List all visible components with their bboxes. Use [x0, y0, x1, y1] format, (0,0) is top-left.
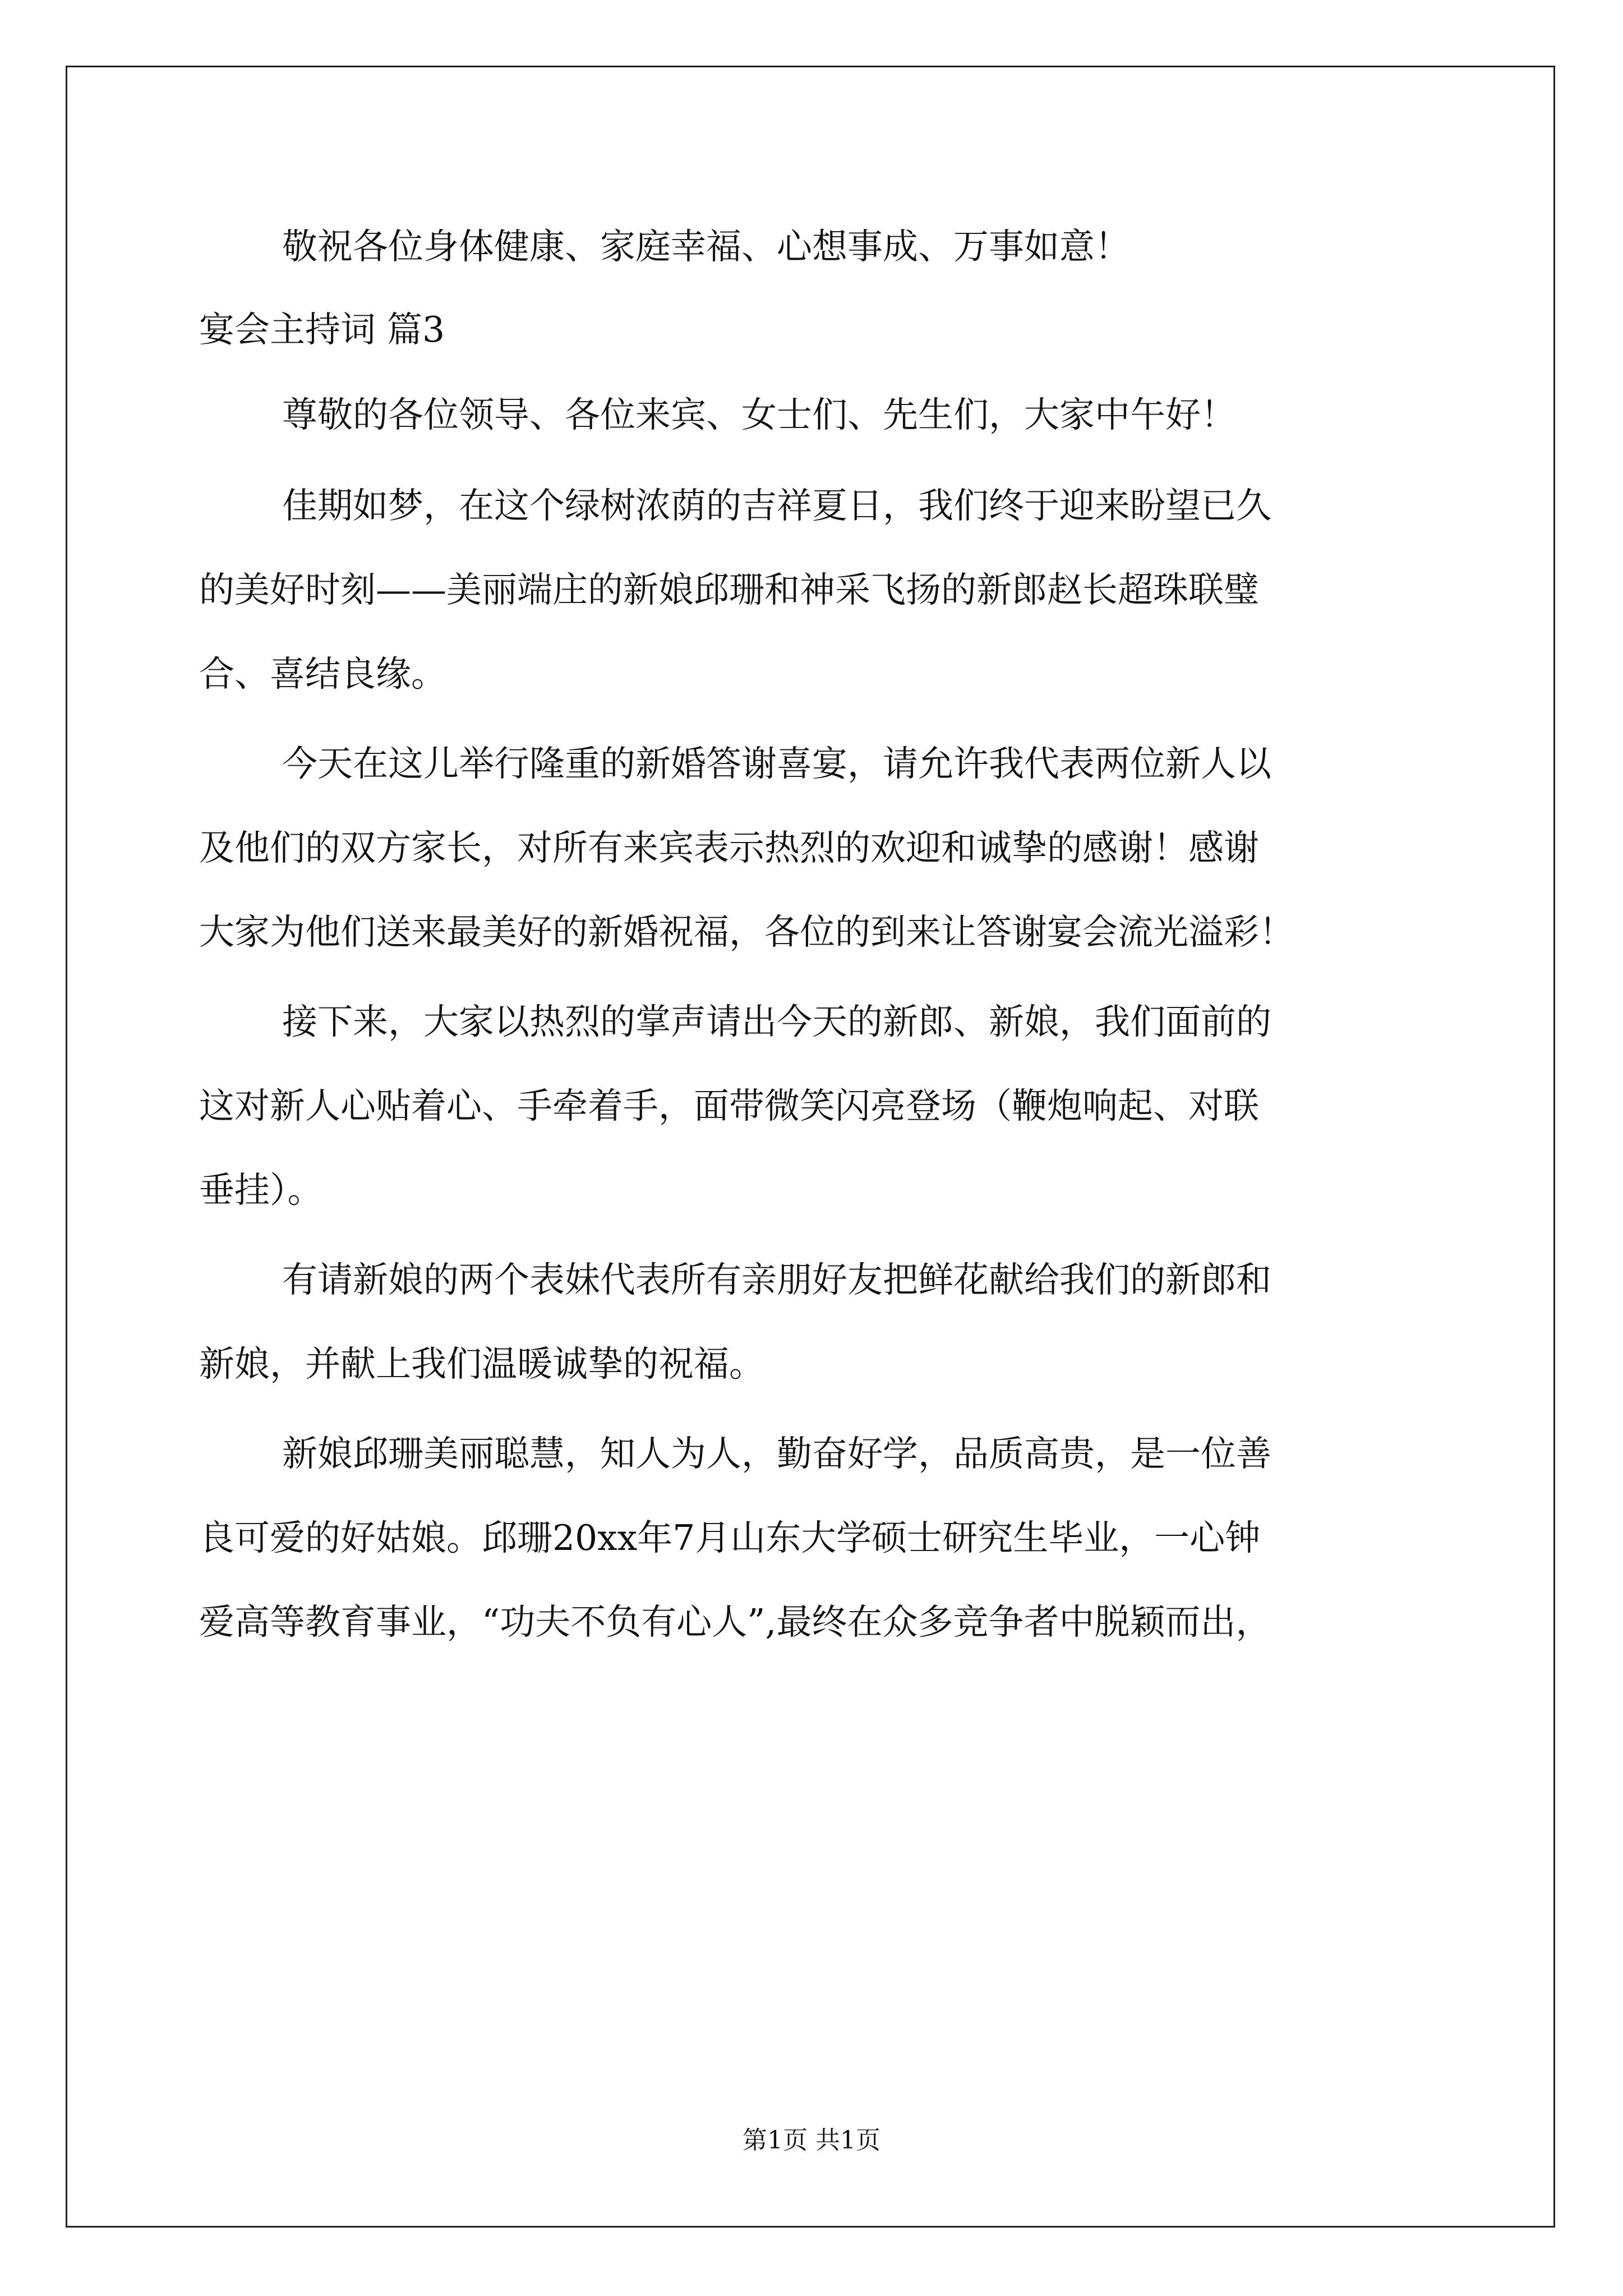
paragraph-line: 合、喜结良缘。 [199, 654, 446, 694]
paragraph-line: 爱高等教育事业，“功夫不负有心人”,最终在众多竞争者中脱颖而出， [199, 1602, 1271, 1642]
paragraph-line: 佳期如梦，在这个绿树浓荫的吉祥夏日，我们终于迎来盼望已久 [282, 485, 1271, 526]
paragraph-line: 垂挂）。 [199, 1170, 323, 1211]
paragraph-line: 接下来，大家以热烈的掌声请出今天的新郎、新娘，我们面前的 [282, 1001, 1271, 1042]
section-heading: 宴会主持词 篇3 [199, 309, 445, 350]
paragraph-line: 这对新人心贴着心、手牵着手，面带微笑闪亮登场（鞭炮响起、对联 [199, 1085, 1259, 1126]
paragraph-line: 良可爱的好姑娘。邱珊20xx年7月山东大学硕士研究生毕业，一心钟 [199, 1517, 1261, 1558]
paragraph-line: 新娘，并献上我们温暖诚挚的祝福。 [199, 1343, 764, 1384]
paragraph-line: 新娘邱珊美丽聪慧，知人为人，勤奋好学，品质高贵，是一位善 [282, 1433, 1271, 1474]
paragraph-line: 有请新娘的两个表妹代表所有亲朋好友把鲜花献给我们的新郎和 [282, 1259, 1271, 1300]
paragraph-line: 尊敬的各位领导、各位来宾、女士们、先生们，大家中午好！ [282, 394, 1236, 435]
paragraph-line: 今天在这儿举行隆重的新婚答谢喜宴，请允许我代表两位新人以 [282, 743, 1271, 784]
page-number-footer: 第1页 共1页 [743, 2126, 880, 2155]
page-border [66, 66, 1555, 2228]
paragraph-line: 的美好时刻——美丽端庄的新娘邱珊和神采飞扬的新郎赵长超珠联璧 [199, 569, 1259, 610]
paragraph-line: 及他们的双方家长，对所有来宾表示热烈的欢迎和诚挚的感谢！感谢 [199, 827, 1259, 868]
paragraph-line: 敬祝各位身体健康、家庭幸福、心想事成、万事如意！ [282, 226, 1130, 267]
paragraph-line: 大家为他们送来最美好的新婚祝福，各位的到来让答谢宴会流光溢彩！ [199, 912, 1294, 953]
